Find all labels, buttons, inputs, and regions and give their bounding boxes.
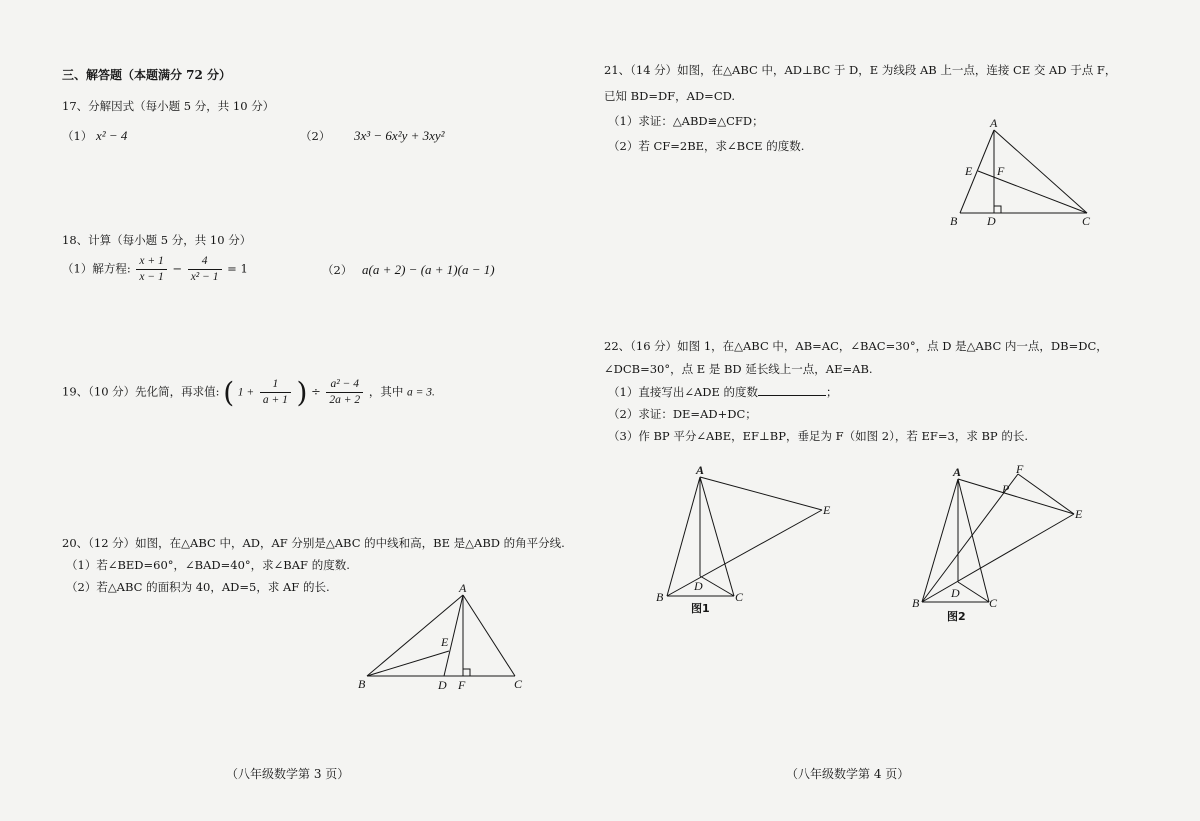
q20-segment-be [367, 651, 449, 676]
q19-divide: ÷ [311, 384, 321, 399]
q22-answer-blank[interactable] [758, 384, 826, 396]
q18-fraction-1 [136, 254, 166, 285]
q20-label-f: F [458, 678, 466, 692]
q22f2-segment-ac [958, 479, 989, 602]
q22-part1-end: ； [826, 385, 838, 399]
q18-part1-label: （1）解方程: [62, 261, 131, 276]
q20-figure [352, 580, 538, 692]
q22f1-segment-ae [700, 477, 822, 510]
q18-frac2-denominator: x² − 1 [190, 271, 219, 283]
q18-part1 [62, 254, 248, 285]
q19-frac1-denominator: a + 1 [262, 394, 288, 406]
q18-rhs: = 1 [227, 261, 248, 276]
q18-frac2-numerator: 4 [188, 254, 222, 270]
q20-label-a: A [459, 581, 467, 595]
q22-part2: （2）求证：DE=AD+DC； [608, 407, 757, 421]
q20-label-d: D [438, 678, 447, 692]
q18-minus: − [172, 261, 183, 276]
q18-title: 18、计算（每小题 5 分，共 10 分） [62, 233, 252, 247]
q22f2-label-a: A [953, 465, 962, 479]
q22-figure-1-caption: 图1 [691, 602, 710, 615]
q22f2-label-c: C [989, 596, 998, 610]
q21-line1: 21、（14 分）如图，在△ABC 中，AD⊥BC 于 D，E 为线段 AB 上一点，连接 CE 交 AD 于点 F， [604, 63, 1117, 77]
section-header: 三、解答题（本题满分 72 分） [62, 68, 232, 82]
q20-label-b: B [358, 677, 366, 691]
q21-label-f: F [997, 164, 1005, 178]
q21-right-angle-mark [994, 206, 1001, 213]
q19-left-paren: ( [223, 376, 235, 409]
q18-part2-expr: a(a + 2) − (a + 1)(a − 1) [361, 262, 495, 277]
q22f1-label-e: E [823, 503, 831, 517]
q17-part2 [300, 128, 445, 144]
q22-line2: ∠DCB=30°，点 E 是 BD 延长线上一点，AE=AB. [604, 362, 873, 376]
q18-frac1-numerator: x + 1 [136, 254, 166, 270]
q22-part1-text: （1）直接写出∠ADE 的度数 [608, 385, 759, 399]
q22f1-label-b: B [656, 590, 664, 604]
q21-part1: （1）求证：△ABD≌△CFD； [608, 114, 764, 128]
q21-label-d: D [987, 214, 996, 228]
q19-tail: ，其中 [368, 384, 404, 399]
q20-part1: （1）若∠BED=60°，∠BAD=40°，求∠BAF 的度数. [66, 558, 350, 572]
q17-part1-expr: x² − 4 [95, 128, 128, 143]
q22f2-label-f: F [1016, 462, 1024, 476]
q21-label-e: E [965, 164, 973, 178]
q21-part2: （2）若 CF=2BE，求∠BCE 的度数. [608, 139, 805, 153]
q18-frac1-denominator: x − 1 [139, 271, 164, 283]
q22f2-segment-be [922, 514, 1074, 602]
q19-frac2-denominator: 2a + 2 [329, 394, 361, 406]
q20-part2: （2）若△ABC 的面积为 40，AD=5，求 AF 的长. [66, 580, 330, 594]
q19-right-paren: ) [296, 376, 308, 409]
q22f1-segment-be [667, 510, 822, 596]
q19-lead: 19、（10 分）先化简，再求值: [62, 384, 220, 399]
q22f2-segment-ab [922, 479, 958, 602]
q22-figure-2 [900, 462, 1100, 628]
q22-figure-1 [650, 462, 840, 620]
q19-fraction-2 [326, 377, 363, 408]
q19-condition: a = 3. [406, 386, 435, 399]
q22f2-label-p: P [1002, 482, 1010, 496]
q22-figure-2-caption: 图2 [947, 610, 966, 623]
q19-fraction-1 [260, 377, 291, 408]
left-footer: （八年级数学第 3 页） [226, 767, 350, 781]
q21-label-b: B [950, 214, 958, 228]
q22f2-label-b: B [912, 596, 920, 610]
q20-segment-ab [367, 595, 463, 676]
q18-part2 [322, 262, 495, 278]
q20-right-angle-mark [463, 669, 470, 676]
q20-label-e: E [441, 635, 449, 649]
q19-one-plus: 1 + [237, 386, 255, 399]
q22f1-segment-ac [700, 477, 734, 596]
q17-part1 [62, 128, 127, 144]
q19-frac2-numerator: a² − 4 [326, 377, 363, 393]
q19-frac1-numerator: 1 [260, 377, 291, 393]
q22f2-segment-fe [1018, 474, 1074, 514]
q21-figure [944, 115, 1094, 233]
q22f2-label-e: E [1075, 507, 1083, 521]
q22f2-label-d: D [951, 586, 960, 600]
q22f1-label-d: D [694, 579, 703, 593]
q21-label-a: A [990, 116, 998, 130]
q21-segment-ac [994, 130, 1087, 213]
q18-fraction-2 [188, 254, 222, 285]
q20-line1: 20、（12 分）如图，在△ABC 中，AD，AF 分别是△ABC 的中线和高，BE 是△ABD 的角平分线. [62, 536, 565, 550]
q17-part1-label: （1） [62, 129, 93, 143]
q22-line1: 22、（16 分）如图 1，在△ABC 中，AB=AC，∠BAC=30°，点 D 是△ABC 内一点，DB=DC， [604, 339, 1108, 353]
q20-segment-ac [463, 595, 515, 676]
q22f2-segment-ae [958, 479, 1074, 514]
q22f1-label-c: C [735, 590, 744, 604]
q17-part2-expr: 3x³ − 6x²y + 3xy² [353, 128, 445, 143]
right-footer: （八年级数学第 4 页） [786, 767, 910, 781]
q19-statement [62, 376, 435, 409]
q18-part2-label: （2） [322, 263, 353, 277]
q17-part2-label: （2） [300, 129, 331, 143]
q22-part1 [608, 384, 838, 400]
q22f1-label-a: A [696, 463, 705, 477]
q17-title: 17、分解因式（每小题 5 分，共 10 分） [62, 99, 275, 113]
q21-line2: 已知 BD=DF，AD=CD. [604, 89, 736, 103]
q21-label-c: C [1082, 214, 1091, 228]
q20-label-c: C [514, 677, 523, 691]
q22-part3: （3）作 BP 平分∠ABE，EF⊥BP，垂足为 F（如图 2），若 EF=3，求 BP 的长. [608, 429, 1028, 443]
